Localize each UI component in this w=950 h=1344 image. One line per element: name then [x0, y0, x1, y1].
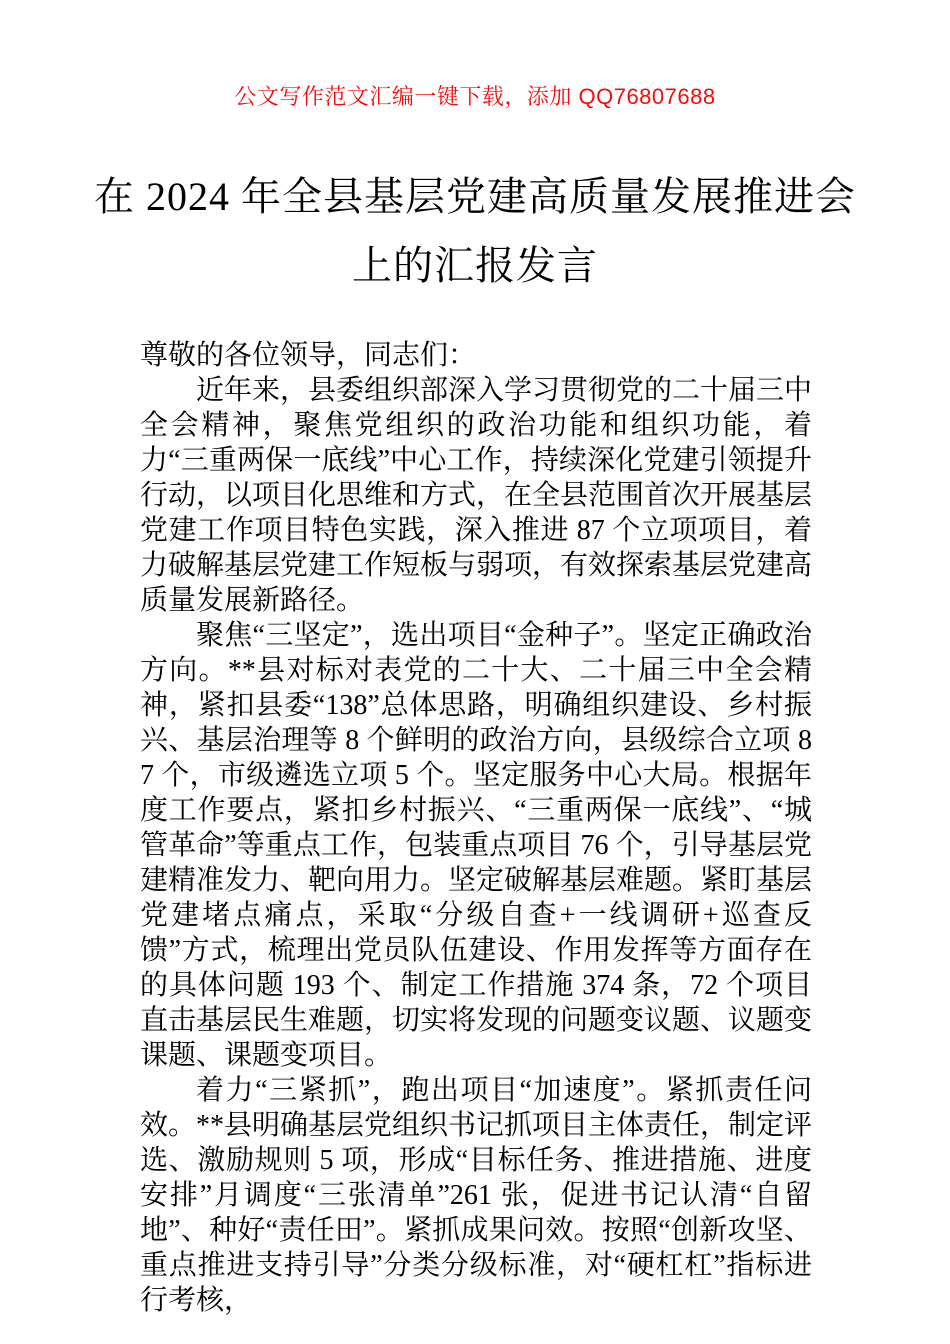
paragraph-1: 近年来，县委组织部深入学习贯彻党的二十届三中全会精神，聚焦党组织的政治功能和组织功能，着力“三重两保一底线”中心工作，持续深化党建引领提升行动，以项目化思维和方式，在全县范围首次开展基层党建工作项目特色实践，深入推进 87 个立项项目，着力破解基层党建工作短板与弱项，有效探索基层党建高质量发展新路径。: [140, 375, 813, 616]
header-notice: 公文写作范文汇编一键下载，添加 QQ76807688: [234, 84, 716, 109]
salutation: 尊敬的各位领导，同志们：: [140, 340, 477, 371]
paragraph-3: 着力“三紧抓”，跑出项目“加速度”。紧抓责任问效。**县明确基层党组织书记抓项目主体责任，制定评选、激励规则 5 项，形成“目标任务、推进措施、进度安排”月调度“三张清单”261 张，促进书记认清“自留地”、种好“责任田”。紧抓成果问效。按照“创新攻坚、重点推进支持引导”分类分级标准，对“硬杠杠”指标进行考核，: [140, 1075, 813, 1316]
paragraph-2: 聚焦“三坚定”，选出项目“金种子”。坚定正确政治方向。**县对标对表党的二十大、二十届三中全会精神，紧扣县委“138”总体思路，明确组织建设、乡村振兴、基层治理等 8 个鲜明的政治方向，县级综合立项 87 个，市级遴选立项 5 个。坚定服务中心大局。根据年度工作要点，紧扣乡村振兴、“三重两保一底线”、“城管革命”等重点工作，包装重点项目 76 个，引导基层党建精准发力、靶向用力。坚定破解基层难题。紧盯基层党建堵点痛点，采取“分级自查+一线调研+巡查反馈”方式，梳理出党员队伍建设、作用发挥等方面存在的具体问题 193 个、制定工作措施 374 条，72 个项目直击基层民生难题，切实将发现的问题变议题、议题变课题、课题变项目。: [140, 620, 813, 1071]
title-line-2: 上的汇报发言: [352, 243, 598, 288]
document-title: [0, 162, 950, 300]
title-line-1: 在 2024 年全县基层党建高质量发展推进会: [94, 174, 856, 219]
document-body: [140, 338, 812, 1318]
